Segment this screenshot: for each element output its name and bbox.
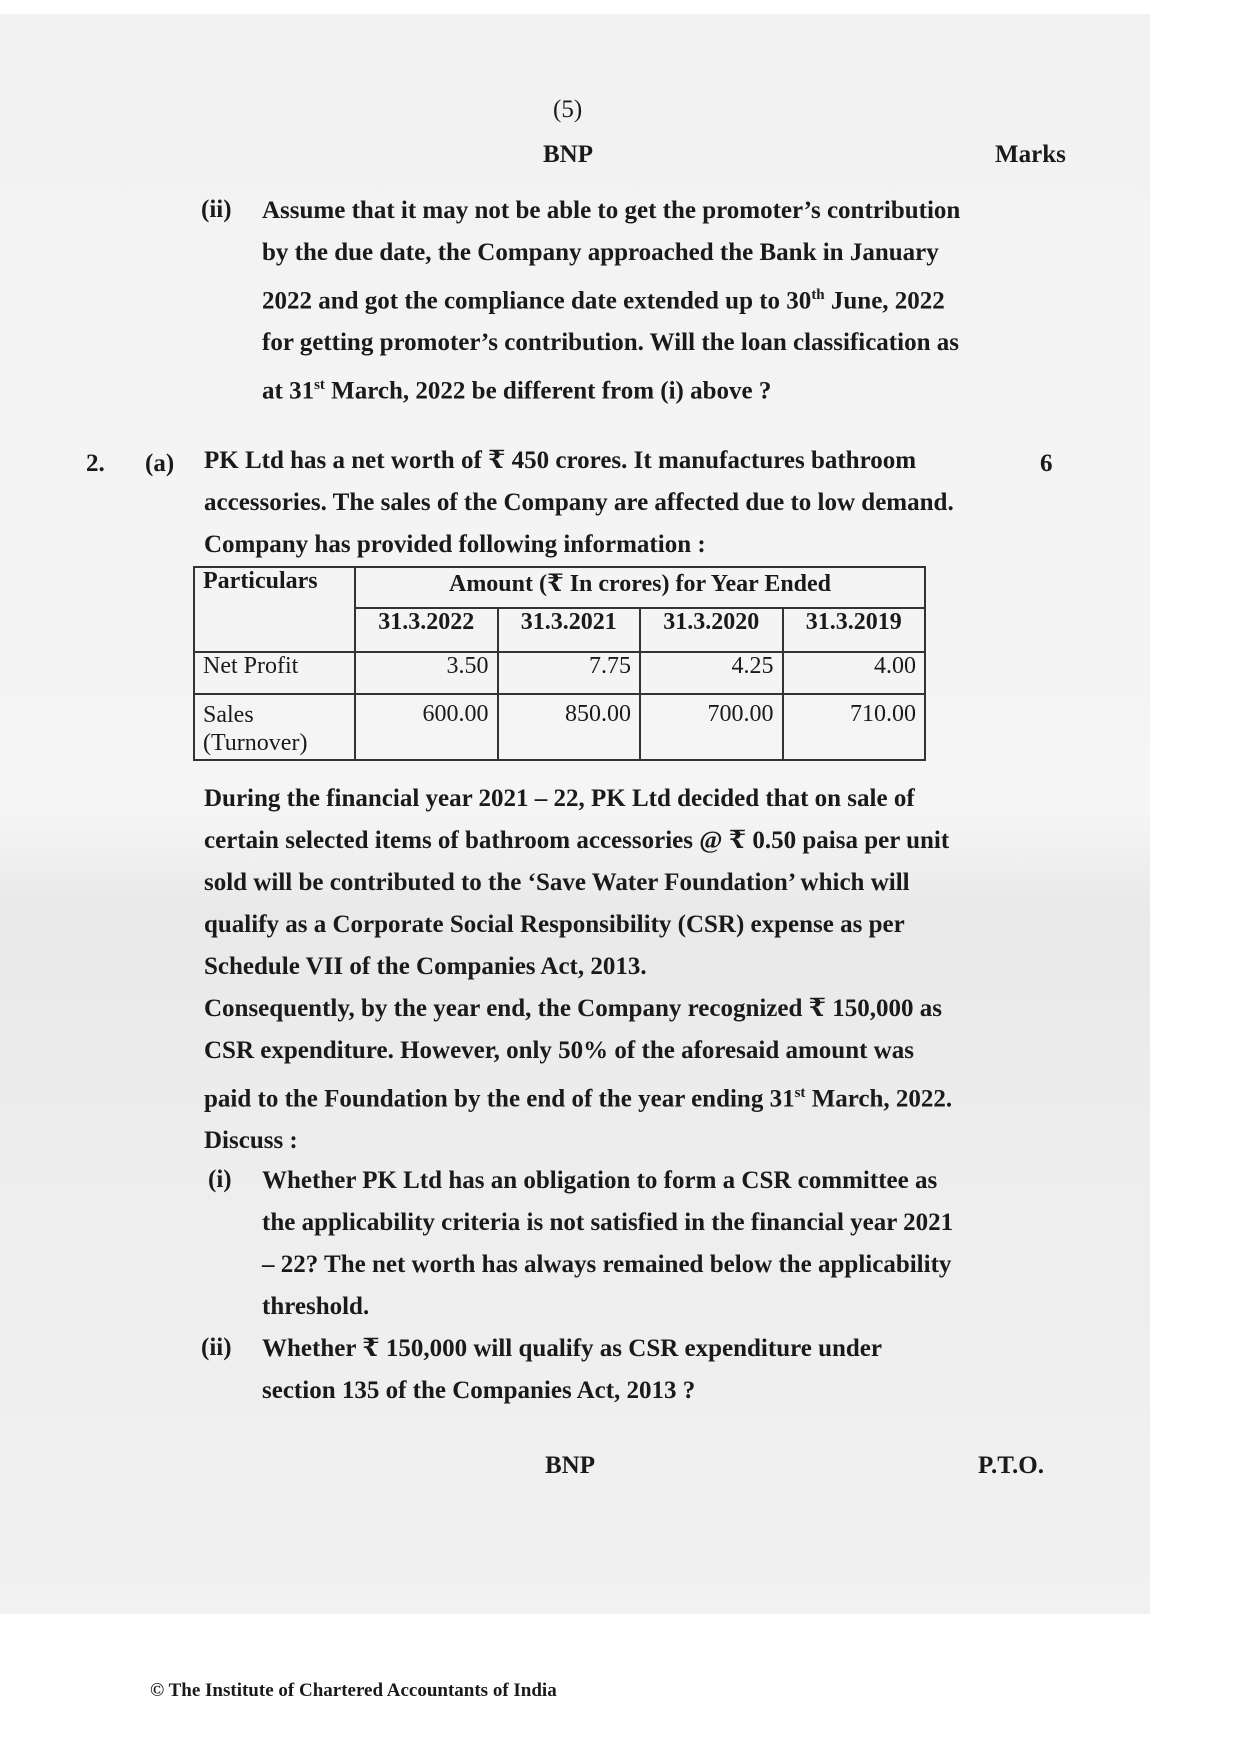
table-header-year: 31.3.2022 — [355, 608, 498, 652]
text-line: section 135 of the Companies Act, 2013 ? — [262, 1377, 696, 1404]
text-fragment: March, 2022 be different from (i) above ? — [324, 377, 772, 405]
q2-intro — [204, 440, 975, 566]
text-line: threshold. — [262, 1293, 370, 1320]
text-line — [262, 364, 975, 412]
subpart-label-i: (i) — [208, 1166, 232, 1193]
text-line: by the due date, the Company approached the Bank in January — [262, 239, 939, 266]
table-header-amount: Amount (₹ In crores) for Year Ended — [355, 567, 925, 608]
text-line: the applicability criteria is not satisfied in the financial year 2021 — [262, 1209, 954, 1236]
text-line — [262, 274, 975, 322]
text-line: accessories. The sales of the Company are affected due to low demand. — [204, 489, 954, 516]
footer-code: BNP — [545, 1452, 595, 1479]
table-cell: 710.00 — [783, 694, 926, 760]
row-label: Sales (Turnover) — [194, 694, 355, 760]
subpart-label-ii: (ii) — [201, 1334, 232, 1361]
table-header-year: 31.3.2019 — [783, 608, 926, 652]
marks-heading: Marks — [995, 141, 1066, 168]
question-marks: 6 — [1040, 450, 1053, 477]
superscript: st — [794, 1085, 806, 1101]
text-line: During the financial year 2021 – 22, PK Ltd decided that on sale of — [204, 785, 915, 812]
pto-label: P.T.O. — [978, 1452, 1044, 1479]
text-line: sold will be contributed to the ‘Save Water Foundation’ which will — [204, 869, 910, 896]
text-fragment: 2022 and got the compliance date extended up to 30 — [262, 287, 812, 315]
text-line: CSR expenditure. However, only 50% of the aforesaid amount was — [204, 1037, 914, 1064]
financials-table — [193, 566, 926, 761]
question-part-label: (a) — [145, 450, 175, 477]
question-number: 2. — [86, 450, 105, 477]
table-row — [194, 694, 925, 760]
text-fragment: paid to the Foundation by the end of the year ending 31 — [204, 1085, 795, 1113]
table-header-year: 31.3.2020 — [640, 608, 783, 652]
table-cell: 700.00 — [640, 694, 783, 760]
superscript: th — [811, 287, 825, 303]
paper-code: BNP — [543, 141, 593, 168]
q1-subpart-text — [262, 190, 975, 413]
copyright-notice: © The Institute of Chartered Accountants of India — [150, 1680, 557, 1701]
text-line: PK Ltd has a net worth of ₹ 450 crores. It manufactures bathroom — [204, 447, 917, 474]
table-header-year: 31.3.2021 — [498, 608, 641, 652]
text-fragment: June, 2022 — [824, 287, 945, 315]
q2-body — [204, 778, 975, 1162]
text-line: Whether ₹ 150,000 will qualify as CSR expenditure under — [262, 1335, 882, 1362]
table-cell: 3.50 — [355, 652, 498, 694]
text-line: Company has provided following information : — [204, 531, 706, 558]
q1-subpart-label: (ii) — [201, 196, 232, 223]
table-row — [194, 652, 925, 694]
text-line: Assume that it may not be able to get the promoter’s contribution — [262, 197, 961, 224]
text-line — [204, 1072, 975, 1120]
text-line: Consequently, by the year end, the Company recognized ₹ 150,000 as — [204, 995, 943, 1022]
text-line: certain selected items of bathroom accessories @ ₹ 0.50 paisa per unit — [204, 827, 950, 854]
text-line: Schedule VII of the Companies Act, 2013. — [204, 953, 647, 980]
text-fragment: March, 2022. — [805, 1085, 953, 1113]
row-label: Net Profit — [194, 652, 355, 694]
table-cell: 7.75 — [498, 652, 641, 694]
table-cell: 600.00 — [355, 694, 498, 760]
text-line: – 22? The net worth has always remained below the applicability — [262, 1251, 952, 1278]
table-cell: 4.25 — [640, 652, 783, 694]
text-line: qualify as a Corporate Social Responsibility (CSR) expense as per — [204, 911, 905, 938]
table-cell: 850.00 — [498, 694, 641, 760]
text-line: for getting promoter’s contribution. Will the loan classification as — [262, 329, 959, 357]
superscript: st — [314, 377, 325, 394]
subpart-i-text — [262, 1160, 975, 1328]
subpart-ii-text — [262, 1328, 975, 1412]
text-fragment: at 31 — [262, 377, 315, 405]
table-cell: 4.00 — [783, 652, 926, 694]
text-line: Whether PK Ltd has an obligation to form a CSR committee as — [262, 1167, 938, 1194]
page-number: (5) — [553, 96, 583, 123]
text-line: Discuss : — [204, 1127, 298, 1155]
table-header-particulars: Particulars — [194, 567, 355, 652]
